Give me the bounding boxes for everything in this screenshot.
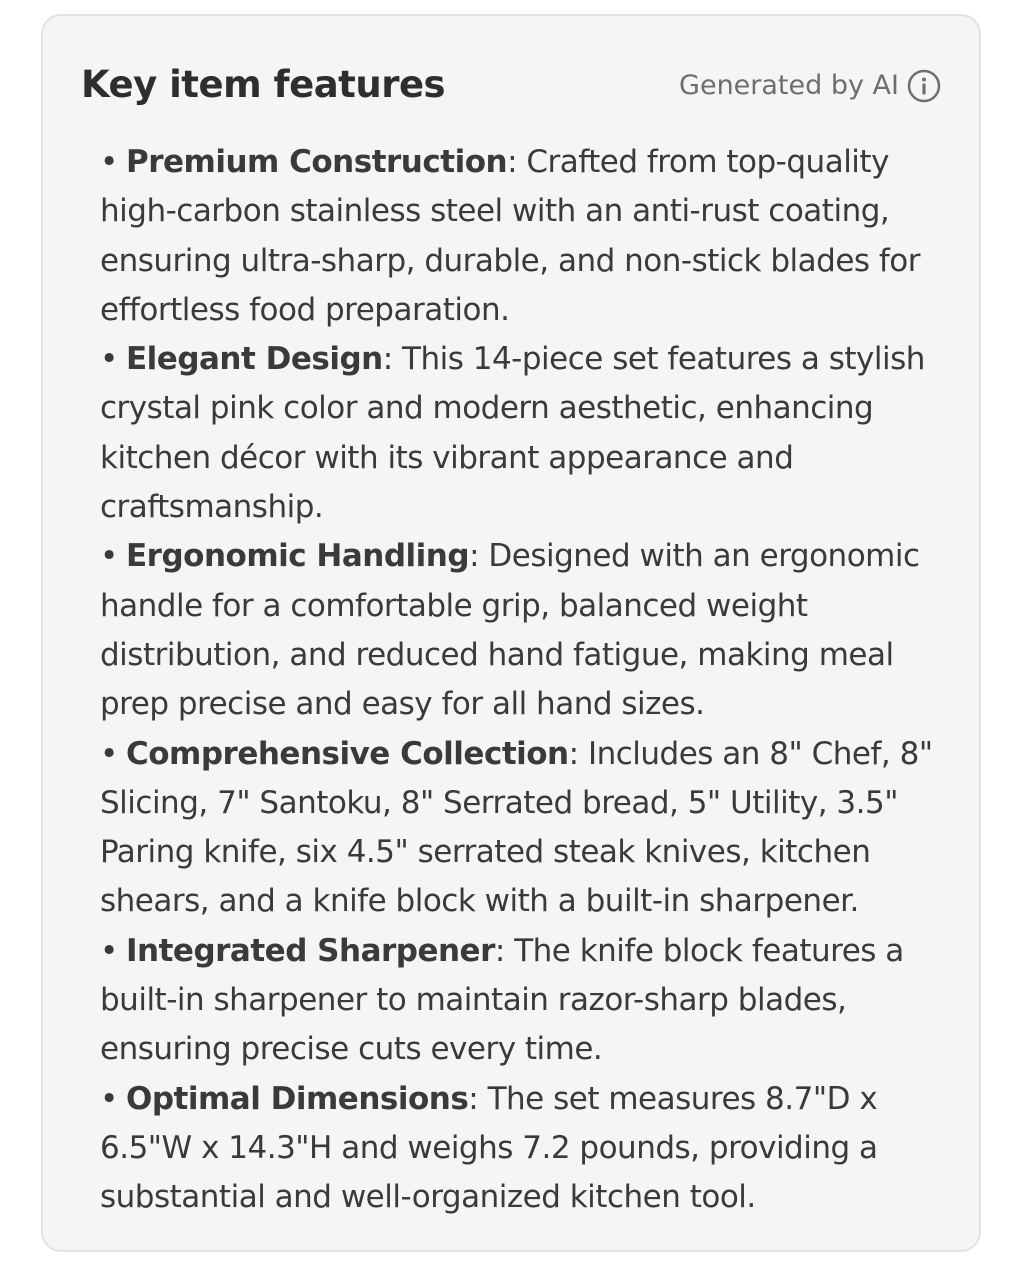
feature-item bbox=[100, 138, 945, 335]
feature-list bbox=[100, 138, 945, 1223]
feature-item bbox=[100, 532, 945, 729]
feature-text: Designed with an ergonomic handle for a comfortable grip, balanced weight distribution, and reduced hand fatigue, making meal prep precise and easy for all hand sizes. bbox=[100, 538, 920, 723]
feature-title: Elegant Design bbox=[126, 341, 383, 378]
feature-item bbox=[100, 1075, 945, 1223]
feature-item bbox=[100, 730, 945, 927]
feature-separator: : bbox=[468, 1080, 488, 1117]
feature-separator: : bbox=[507, 144, 527, 180]
feature-text: This 14-piece set features a stylish crystal pink color and modern aesthetic, enhancing kitchen décor with its vibrant appearance and craftsmanship. bbox=[100, 341, 925, 526]
generated-by-ai-label: Generated by AI bbox=[679, 70, 899, 101]
feature-text: The knife block features a built-in sharpener to maintain razor-sharp blades, ensuring precise cuts every time. bbox=[100, 932, 904, 1068]
bullet: • bbox=[100, 1080, 118, 1117]
feature-title: Optimal Dimensions bbox=[126, 1080, 469, 1117]
feature-item bbox=[100, 335, 945, 532]
card-title: Key item features bbox=[81, 63, 446, 106]
feature-separator: : bbox=[382, 341, 403, 378]
feature-text: The set measures 8.7"D x 6.5"W x 14.3"H and weighs 7.2 pounds, providing a substantial and well-organized kitchen tool. bbox=[100, 1080, 878, 1216]
feature-separator: : bbox=[469, 538, 489, 575]
bullet: • bbox=[100, 341, 118, 378]
feature-title: Ergonomic Handling bbox=[126, 538, 470, 575]
key-features-card bbox=[41, 14, 981, 1252]
feature-separator: : bbox=[494, 932, 515, 969]
bullet: • bbox=[100, 735, 118, 772]
bullet: • bbox=[100, 144, 118, 180]
feature-text: Includes an 8" Chef, 8" Slicing, 7" Santoku, 8" Serrated bread, 5" Utility, 3.5" Paring knife, six 4.5" serrated steak knives, kitchen shears, and a knife block with a built-in sharpener. bbox=[100, 735, 933, 920]
feature-title: Premium Construction bbox=[126, 144, 508, 180]
feature-text: Crafted from top-quality high-carbon stainless steel with an anti-rust coating, ensuring ultra-sharp, durable, and non-stick blades for effortless food preparation. bbox=[100, 144, 921, 328]
bullet: • bbox=[100, 538, 118, 575]
info-icon[interactable] bbox=[907, 69, 941, 103]
feature-item bbox=[100, 927, 945, 1075]
feature-title: Comprehensive Collection bbox=[126, 735, 569, 772]
bullet: • bbox=[100, 932, 118, 969]
generated-by-ai-badge bbox=[679, 68, 941, 104]
feature-separator: : bbox=[568, 735, 588, 772]
feature-title: Integrated Sharpener bbox=[126, 932, 495, 969]
